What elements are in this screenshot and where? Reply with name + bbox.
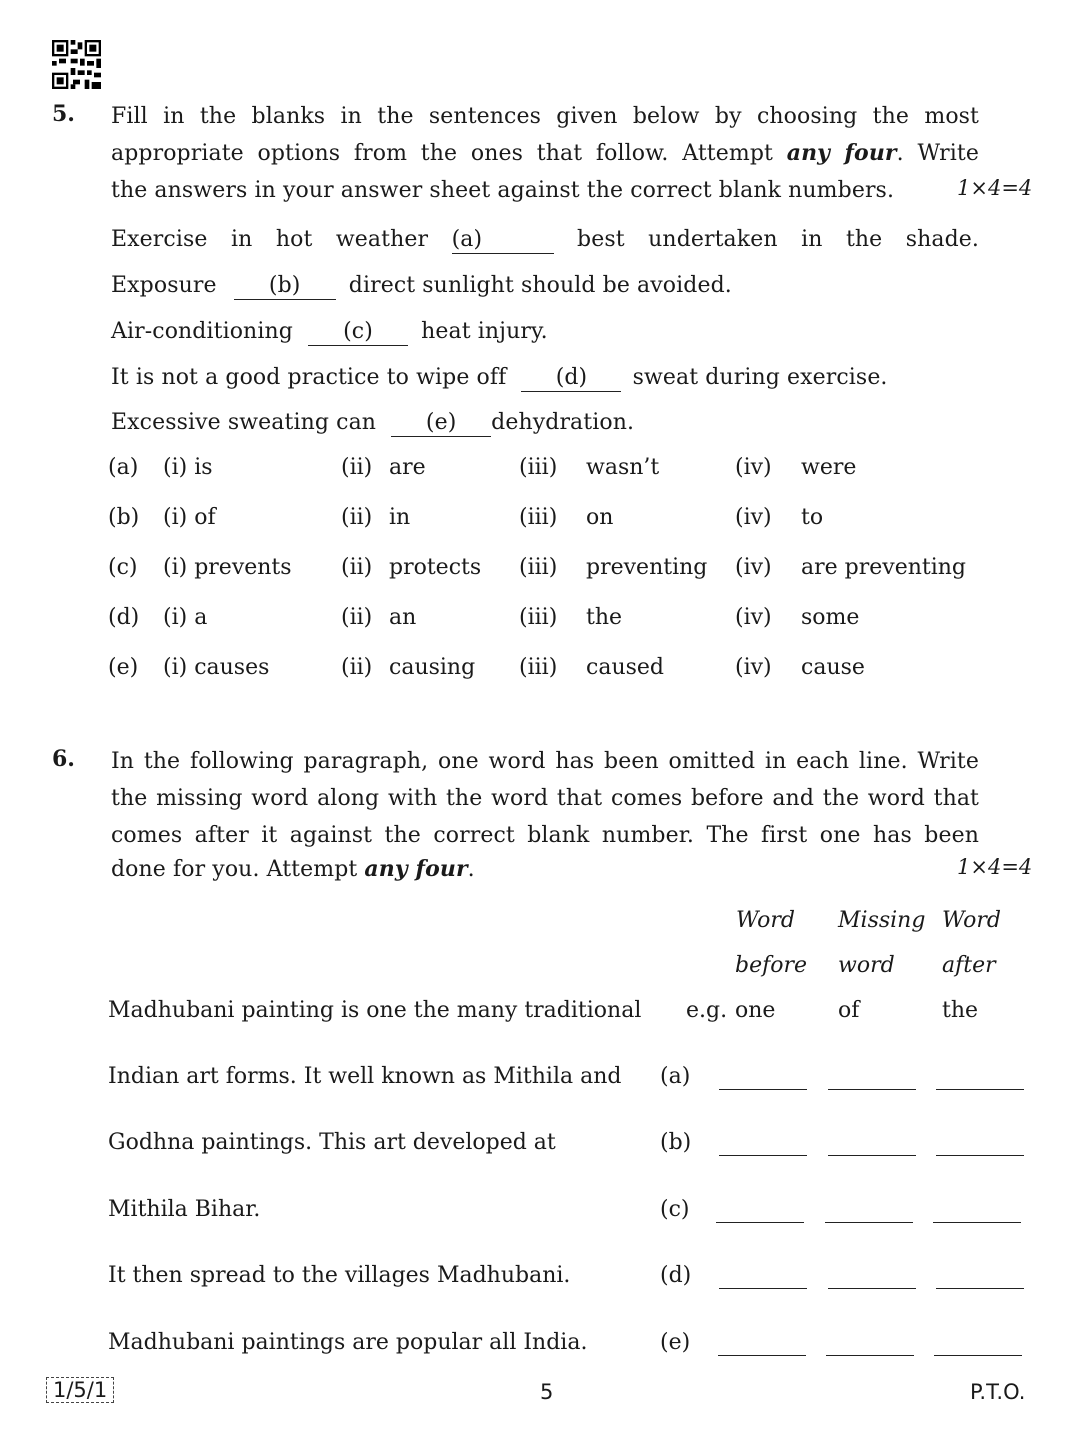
- option-iii-num: (iii): [519, 605, 558, 630]
- option-i: (i) is: [163, 455, 213, 480]
- option-iv-num: (iv): [735, 455, 772, 480]
- question-5-number: 5.: [52, 101, 75, 127]
- example-word-after: the: [942, 998, 979, 1023]
- option-iv: to: [801, 505, 824, 530]
- answer-blank-after: [934, 1355, 1022, 1356]
- answer-blank-before: [718, 1355, 806, 1356]
- question-5-instructions: [111, 98, 979, 209]
- option-iv: are preventing: [801, 555, 967, 580]
- option-iv-num: (iv): [735, 655, 772, 680]
- answer-blank-before: [716, 1222, 804, 1223]
- q6-intro-line-2: the missing word along with the word that comes before and the word that: [111, 786, 979, 811]
- option-iii-num: (iii): [519, 505, 558, 530]
- option-ii-num: (ii): [341, 655, 373, 680]
- line-label: (d): [660, 1263, 692, 1288]
- option-ii-num: (ii): [341, 505, 373, 530]
- answer-blank-before: [719, 1089, 807, 1090]
- option-iii-num: (iii): [519, 455, 558, 480]
- header-word-after: Word: [942, 908, 1001, 933]
- line-label: e.g.: [686, 998, 728, 1023]
- answer-blank-before: [719, 1155, 807, 1156]
- blank-d: (d): [521, 365, 621, 392]
- option-ii: protects: [389, 555, 482, 580]
- option-iv: cause: [801, 655, 865, 680]
- answer-blank-after: [936, 1288, 1024, 1289]
- option-iii: caused: [586, 655, 664, 680]
- paragraph-line: Mithila Bihar.: [108, 1197, 261, 1222]
- option-iii: wasn’t: [586, 455, 660, 480]
- option-i: (i) prevents: [163, 555, 292, 580]
- q5-sentence-b: Exposure (b) direct sunlight should be avoided.: [111, 273, 732, 298]
- q6-intro-line-3: comes after it against the correct blank number. The first one has been: [111, 823, 979, 848]
- option-label: (d): [108, 605, 140, 630]
- q6-intro-line-4: done for you. Attempt any four.: [111, 856, 475, 882]
- option-label: (a): [108, 455, 139, 480]
- option-ii: an: [389, 605, 417, 630]
- option-ii: in: [389, 505, 411, 530]
- paper-code-box: 1/5/1: [46, 1377, 114, 1403]
- q5-marks: 1×4=4: [957, 176, 1033, 200]
- header-missing-word: Missing: [838, 908, 926, 933]
- option-ii: causing: [389, 655, 476, 680]
- option-iv: were: [801, 455, 857, 480]
- option-label: (e): [108, 655, 139, 680]
- line-label: (a): [660, 1064, 691, 1089]
- option-iv-num: (iv): [735, 505, 772, 530]
- option-i: (i) a: [163, 605, 208, 630]
- paragraph-line: Godhna paintings. This art developed at: [108, 1130, 556, 1155]
- line-label: (b): [660, 1130, 692, 1155]
- answer-blank-after: [936, 1155, 1024, 1156]
- q6-intro-line-1: In the following paragraph, one word has been omitted in each line. Write: [111, 749, 979, 774]
- answer-blank-missing: [828, 1155, 916, 1156]
- paragraph-line: Madhubani paintings are popular all India.: [108, 1330, 588, 1355]
- answer-blank-missing: [826, 1355, 914, 1356]
- example-word-before: one: [735, 998, 776, 1023]
- question-6-number: 6.: [52, 746, 75, 772]
- header-word-before-2: before: [735, 953, 808, 978]
- blank-b: (b): [234, 273, 336, 300]
- q5-sentence-e: Excessive sweating can (e) dehydration.: [111, 410, 635, 435]
- answer-blank-after: [933, 1222, 1021, 1223]
- option-ii-num: (ii): [341, 555, 373, 580]
- option-iv-num: (iv): [735, 605, 772, 630]
- header-word-before: Word: [736, 908, 795, 933]
- blank-c: (c): [308, 319, 408, 346]
- question-6-instructions: [111, 743, 979, 885]
- example-missing-word: of: [838, 998, 860, 1023]
- paragraph-line: Madhubani painting is one the many traditional: [108, 998, 642, 1023]
- q5-intro-line-1: Fill in the blanks in the sentences given below by choosing the most: [111, 104, 979, 129]
- option-label: (b): [108, 505, 140, 530]
- pto-label: P.T.O.: [970, 1380, 1026, 1404]
- option-label: (c): [108, 555, 138, 580]
- line-label: (e): [660, 1330, 691, 1355]
- q6-marks: 1×4=4: [957, 855, 1033, 879]
- option-iv-num: (iv): [735, 555, 772, 580]
- option-iii: on: [586, 505, 614, 530]
- paper-code: [46, 1378, 114, 1402]
- q5-sentence-a: Exercise in hot weather (a) best undertaken in the shade.: [111, 227, 980, 252]
- qr-code-icon: [52, 40, 101, 89]
- paragraph-line: It then spread to the villages Madhubani.: [108, 1263, 571, 1288]
- option-iv: some: [801, 605, 860, 630]
- option-ii-num: (ii): [341, 455, 373, 480]
- q5-sentence-d: It is not a good practice to wipe off (d) sweat during exercise.: [111, 365, 888, 390]
- option-i: (i) of: [163, 505, 216, 530]
- option-iii: the: [586, 605, 623, 630]
- header-missing-word-2: word: [838, 953, 895, 978]
- option-iii-num: (iii): [519, 655, 558, 680]
- page-number: 5: [540, 1380, 554, 1404]
- blank-e: (e): [391, 410, 491, 437]
- paragraph-line: Indian art forms. It well known as Mithila and: [108, 1064, 622, 1089]
- option-i: (i) causes: [163, 655, 270, 680]
- option-ii: are: [389, 455, 426, 480]
- q5-sentence-c: Air-conditioning (c) heat injury.: [111, 319, 548, 344]
- q5-intro-line-2: appropriate options from the ones that follow. Attempt any four. Write: [111, 140, 979, 166]
- answer-blank-after: [936, 1089, 1024, 1090]
- q5-intro-line-3: the answers in your answer sheet against the correct blank numbers.: [111, 178, 895, 203]
- line-label: (c): [660, 1197, 690, 1222]
- header-word-after-2: after: [942, 953, 996, 978]
- answer-blank-before: [719, 1288, 807, 1289]
- answer-blank-missing: [828, 1288, 916, 1289]
- blank-a: (a): [452, 227, 554, 254]
- answer-blank-missing: [825, 1222, 913, 1223]
- answer-blank-missing: [828, 1089, 916, 1090]
- option-ii-num: (ii): [341, 605, 373, 630]
- option-iii-num: (iii): [519, 555, 558, 580]
- option-iii: preventing: [586, 555, 708, 580]
